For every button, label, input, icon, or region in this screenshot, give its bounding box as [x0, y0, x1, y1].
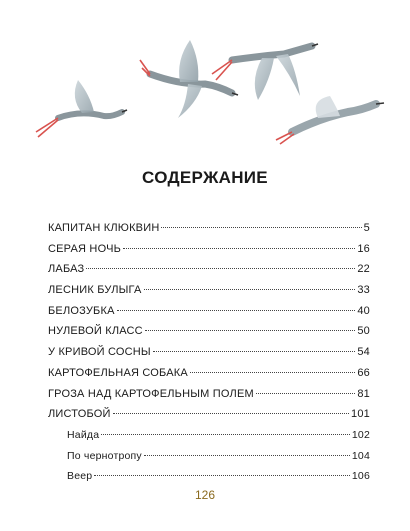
- dot-leader: [190, 372, 355, 373]
- toc-entry-page: 101: [351, 408, 370, 421]
- dot-leader: [145, 330, 356, 331]
- toc-entry: [48, 243, 370, 264]
- toc-entry: [48, 388, 370, 409]
- toc-entry-page: 106: [351, 470, 370, 483]
- toc-entry: [48, 284, 370, 305]
- toc-entry-page: 16: [357, 242, 370, 255]
- dot-leader: [256, 393, 355, 394]
- page-number: 126: [194, 488, 216, 502]
- toc-entry-page: 102: [351, 428, 370, 441]
- toc-entry-title: У КРИВОЙ СОСНЫ: [48, 346, 151, 359]
- toc-entry-page: 33: [357, 284, 370, 297]
- toc-entry: [48, 305, 370, 326]
- toc-entry-title: КАПИТАН КЛЮКВИН: [48, 222, 160, 234]
- dot-leader: [153, 351, 355, 352]
- toc-entry: [48, 367, 370, 388]
- toc-entry: [48, 325, 370, 346]
- crane-icon: [276, 96, 384, 144]
- dot-leader: [144, 455, 350, 456]
- toc-entry-page: 54: [357, 346, 370, 359]
- toc-entry-title: СЕРАЯ НОЧЬ: [48, 242, 122, 255]
- toc-entry: [48, 263, 370, 284]
- toc-entry-page: 5: [363, 222, 370, 234]
- dot-leader: [94, 475, 350, 476]
- toc-entry-title: ЛЕСНИК БУЛЫГА: [48, 284, 142, 297]
- toc-entry-title: Найда: [67, 428, 100, 441]
- dot-leader: [117, 310, 356, 311]
- toc-entry-page: 104: [351, 449, 370, 462]
- toc-entry-title: ЛИСТОБОЙ: [48, 408, 111, 421]
- toc-entry-title: НУЛЕВОЙ КЛАСС: [48, 325, 143, 338]
- toc-entry-title: БЕЛОЗУБКА: [48, 304, 115, 317]
- dot-leader: [86, 268, 355, 269]
- dot-leader: [123, 248, 355, 249]
- toc-subentry: [48, 429, 370, 450]
- toc-entry: [48, 222, 370, 243]
- dot-leader: [144, 289, 356, 290]
- crane-icon: [140, 40, 238, 118]
- toc-entry-title: По чернотропу: [67, 449, 142, 462]
- toc-entry: [48, 346, 370, 367]
- toc-entry-page: 22: [357, 263, 370, 276]
- dot-leader: [101, 434, 350, 435]
- toc-entry-page: 81: [357, 387, 370, 400]
- toc-entry-title: Веер: [67, 470, 93, 483]
- crane-icon: [36, 80, 127, 137]
- toc-entry-title: ГРОЗА НАД КАРТОФЕЛЬНЫМ ПОЛЕМ: [48, 387, 254, 400]
- toc-entry-title: КАРТОФЕЛЬНАЯ СОБАКА: [48, 366, 188, 379]
- toc-entry-page: 50: [357, 325, 370, 338]
- contents-heading: СОДЕРЖАНИЕ: [142, 168, 268, 187]
- toc-entry-page: 66: [357, 366, 370, 379]
- toc-entry: [48, 408, 370, 429]
- dot-leader: [113, 413, 349, 414]
- toc-entry-page: 40: [357, 304, 370, 317]
- toc-subentry: [48, 450, 370, 471]
- table-of-contents: [48, 222, 370, 491]
- dot-leader: [161, 227, 361, 228]
- toc-entry-title: ЛАБАЗ: [48, 263, 85, 276]
- flying-cranes-illustration: [0, 0, 410, 160]
